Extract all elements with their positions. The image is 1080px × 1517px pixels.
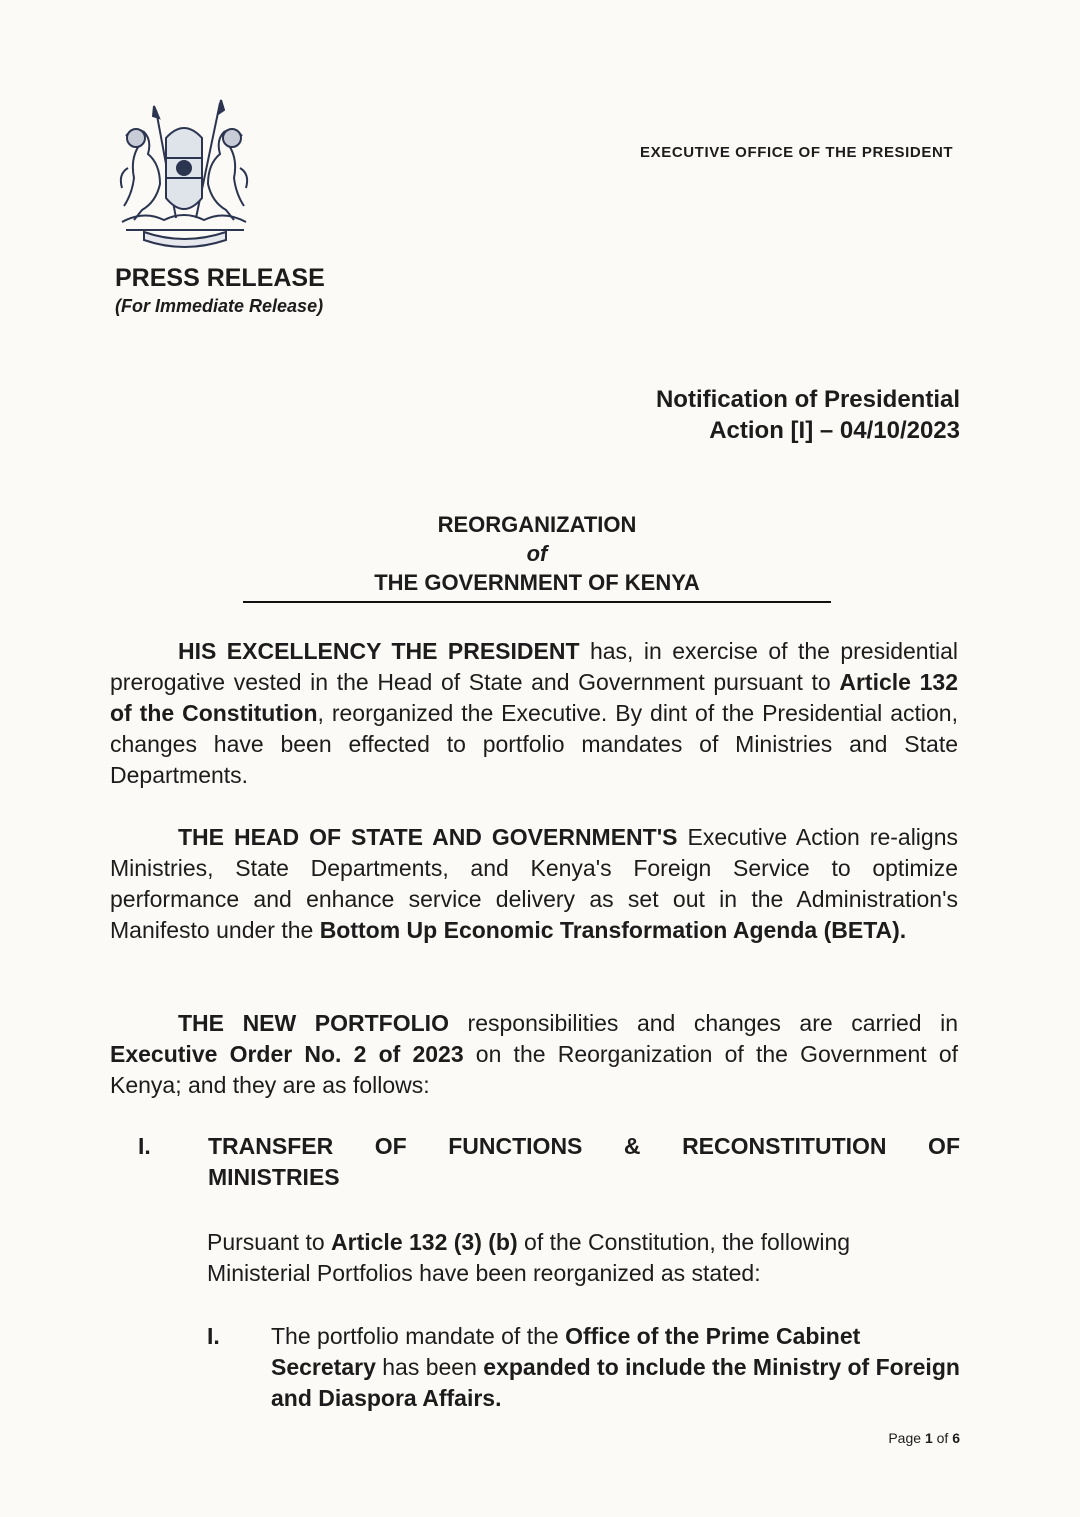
document-heading — [243, 510, 831, 597]
p1-text-2: , reorganized the Executive. By dint of the Presidential action, changes have been effected to portfolio mandates of Ministries and State Departments. — [110, 700, 958, 788]
section-1-number: I. — [138, 1133, 151, 1159]
notification-title — [656, 384, 960, 446]
press-release-subtitle: (For Immediate Release) — [115, 296, 324, 316]
section-1-title-line2: MINISTRIES — [208, 1164, 340, 1190]
p3-bold-1: THE NEW PORTFOLIO — [178, 1010, 449, 1036]
notification-line1: Notification of Presidential — [655, 386, 960, 413]
p3-text-2: on the Reorganization of the Government of Kenya; and they are as follows: — [110, 1041, 959, 1098]
list-item-1-number: I. — [207, 1323, 220, 1349]
page-number — [888, 1430, 960, 1446]
p1-bold-1: HIS EXCELLENCY THE PRESIDENT — [178, 638, 580, 664]
item1-bold-2: expanded to include the Ministry of Foreign and Diaspora Affairs. — [271, 1354, 960, 1411]
paragraph-3 — [110, 1008, 958, 1101]
paragraph-4 — [207, 1227, 959, 1289]
list-item-1-text — [271, 1321, 961, 1414]
p2-bold-1: THE HEAD OF STATE AND GOVERNMENT'S — [178, 824, 678, 850]
press-release-title: PRESS RELEASE — [115, 264, 325, 292]
page-of-label: of — [936, 1430, 949, 1446]
notification-line2: Action [I] – 04/10/2023 — [709, 417, 960, 444]
item1-text-2: has been — [375, 1354, 484, 1380]
p3-bold-2: Executive Order No. 2 of 2023 — [110, 1041, 464, 1067]
office-label: EXECUTIVE OFFICE OF THE PRESIDENT — [640, 144, 954, 161]
section-1-title-line1: TRANSFER OF FUNCTIONS & RECONSTITUTION OF — [208, 1133, 960, 1159]
p4-bold-1: Article 132 (3) (b) — [331, 1229, 518, 1255]
p4-text-1: Pursuant to — [207, 1229, 332, 1255]
heading-underline — [243, 601, 831, 603]
p1-text-1: has, in exercise of the presidential prerogative vested in the Head of State and Government pursuant to — [110, 638, 958, 695]
heading-line1: REORGANIZATION — [437, 512, 637, 537]
press-release-block — [115, 264, 325, 317]
p3-text-1: responsibilities and changes are carried in — [448, 1010, 959, 1036]
heading-line3: THE GOVERNMENT OF KENYA — [374, 570, 700, 595]
page-current: 1 — [924, 1430, 933, 1446]
p2-bold-2: Bottom Up Economic Transformation Agenda (BETA). — [319, 917, 907, 943]
page-label: Page — [888, 1430, 922, 1446]
coat-of-arms-icon — [104, 98, 264, 253]
page-total: 6 — [952, 1430, 960, 1446]
item1-text-1: The portfolio mandate of the — [271, 1323, 566, 1349]
item1-bold-1: Office of the Prime Cabinet Secretary — [271, 1323, 861, 1380]
paragraph-1 — [110, 636, 958, 791]
heading-line2: of — [526, 541, 548, 566]
paragraph-2 — [110, 822, 958, 946]
p2-text-1: Executive Action re-aligns Ministries, State Departments, and Kenya's Foreign Service to optimize performance and enhance service delivery as set out in the Administration's Manifesto under the — [110, 824, 958, 943]
p4-text-2: of the Constitution, the following Ministerial Portfolios have been reorganized as stated: — [207, 1229, 851, 1286]
p1-bold-2: Article 132 of the Constitution — [110, 669, 958, 726]
